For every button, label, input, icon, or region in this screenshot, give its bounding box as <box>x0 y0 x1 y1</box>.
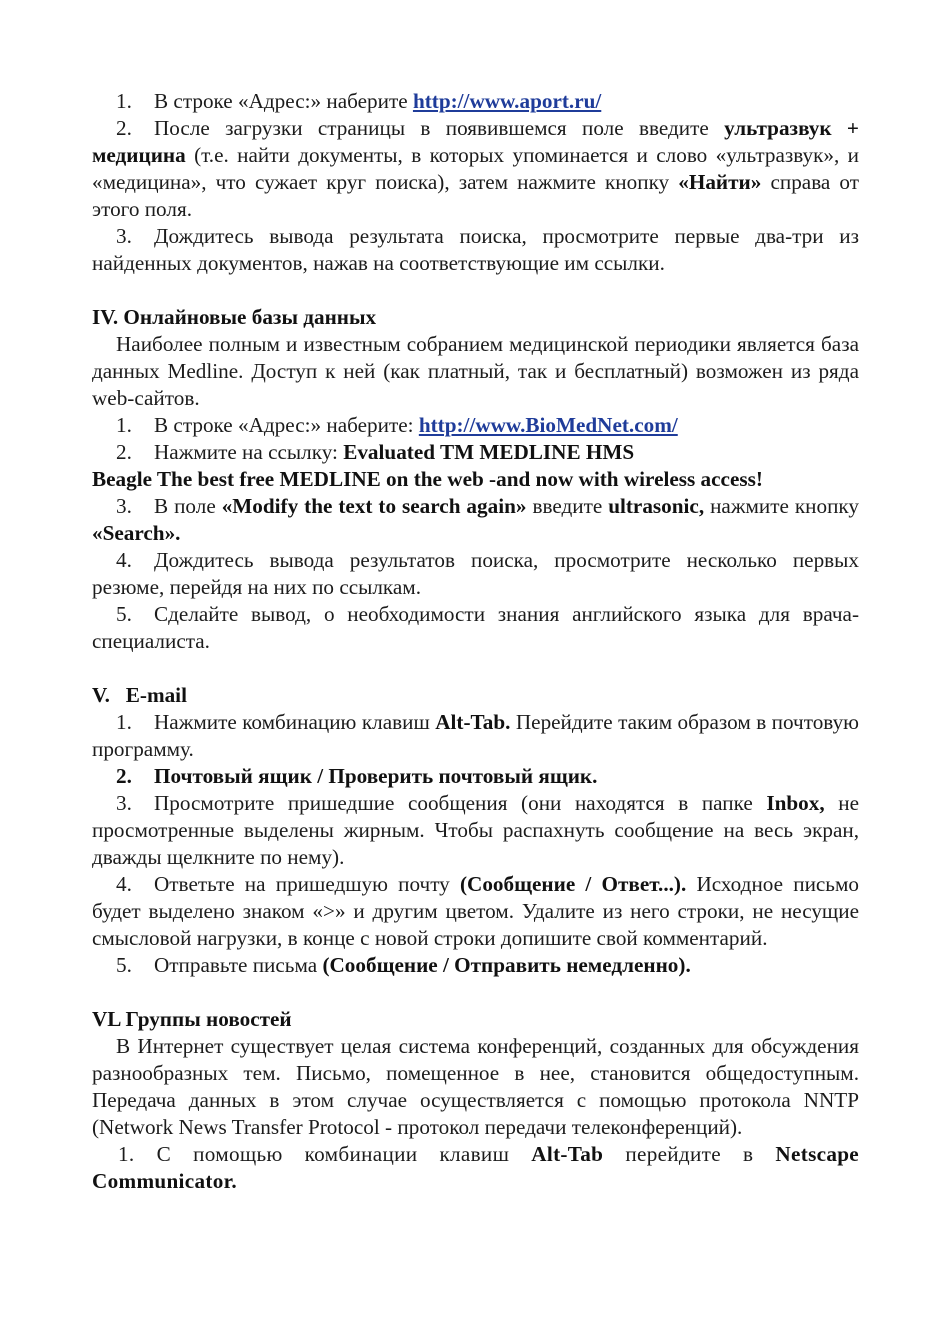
list-item: 1. В строке «Адрес:» наберите: http://www.BioMedNet.com/ <box>116 413 678 437</box>
section-heading: VL Группы новостей <box>92 1007 292 1031</box>
list-item: 5. Сделайте вывод, о необходимости знания английского языка для врача-специалиста. <box>92 602 859 653</box>
list-item: 1. Нажмите комбинацию клавиш Alt-Tab. Перейдите таким образом в почтовую программу. <box>92 710 859 761</box>
biomednet-link[interactable]: http://www.BioMedNet.com/ <box>418 413 678 437</box>
list-item: 1. С помощью комбинации клавиш Alt-Tab перейдите в Netscape Communicator. <box>92 1142 859 1193</box>
section-heading: IV. Онлайновые базы данных <box>92 305 377 329</box>
list-item: 2. Почтовый ящик / Проверить почтовый ящик. <box>116 764 598 788</box>
section-heading: V. E-mail <box>92 683 187 707</box>
paragraph: Наиболее полным и известным собранием медицинской периодики является база данных Medline. Доступ к ней (как платный, так и бесплатный) возможен из ряда web-сайтов. <box>92 332 859 410</box>
list-item: 2. Нажмите на ссылку: Evaluated TM MEDLINE HMS <box>116 440 635 464</box>
list-item: 1. В строке «Адрес:» наберите http://www.aport.ru/ <box>116 89 602 113</box>
list-item: 3. В поле «Modify the text to search again» введите ultrasonic, нажмите кнопку «Search». <box>92 494 859 545</box>
paragraph: В Интернет существует целая система конференций, созданных для обсуждения разнообразных тем. Письмо, помещенное в нее, становится общедоступным. Передача данных в этом случае осуществляется с помощью протокола NNTP (Network News Transfer Protocol - протокол передачи телеконференций). <box>92 1034 859 1139</box>
list-item: 4. Дождитесь вывода результатов поиска, просмотрите несколько первых резюме, перейдя на них по ссылкам. <box>92 548 859 599</box>
aport-link[interactable]: http://www.aport.ru/ <box>412 89 602 113</box>
list-item: 4. Ответьте на пришедшую почту (Сообщение / Ответ...). Исходное письмо будет выделено знаком «>» и другим цветом. Удалите из него строки, не несущие смысловой нагрузки, в конце с новой строки допишите свой комментарий. <box>92 872 859 950</box>
list-item: 3. Дождитесь вывода результата поиска, просмотрите первые два-три из найденных документов, нажав на соответствующие им ссылки. <box>92 224 859 275</box>
list-item: 2. После загрузки страницы в появившемся поле введите ультразвук + медицина (т.е. найти документы, в которых упоминается и слово «ультразвук», и «медицина», что сужает круг поиска), затем нажмите кнопку «Найти» справа от этого поля. <box>92 116 860 221</box>
list-item: 3. Просмотрите пришедшие сообщения (они находятся в папке Inbox, не просмотренные выделены жирным. Чтобы распахнуть сообщение на весь экран, дважды щелкните по нему). <box>92 791 859 869</box>
list-item-continuation: Beagle The best free MEDLINE on the web -and now with wireless access! <box>92 467 763 491</box>
list-item: 5. Отправьте письма (Сообщение / Отправить немедленно). <box>116 953 691 977</box>
